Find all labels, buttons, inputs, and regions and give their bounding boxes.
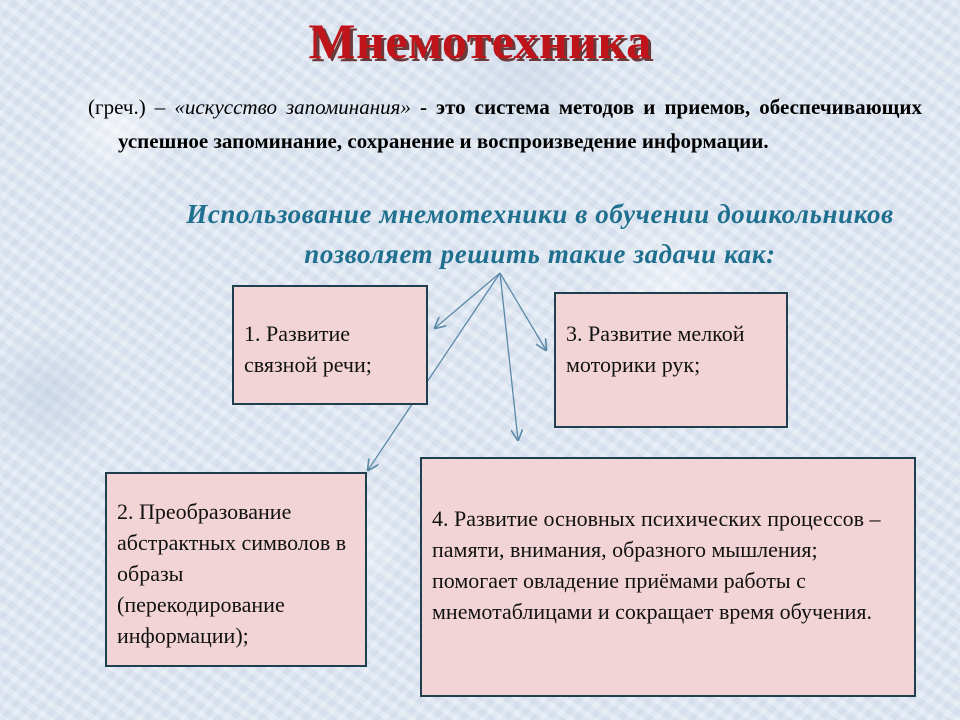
definition-quote: «искусство запоминания»	[174, 95, 411, 119]
task-box-4: 4. Развитие основных психических процессов – памяти, внимания, образного мышления; помогает овладение приёмами работы с мнемотаблицами и сокращает время обучения.	[420, 457, 916, 697]
subheading: Использование мнемотехники в обучении дошкольников позволяет решить такие задачи как:	[186, 199, 894, 269]
task-box-3: 3. Развитие мелкой моторики рук;	[554, 292, 788, 428]
task-box-2: 2. Преобразование абстрактных символов в образы (перекодирование информации);	[105, 472, 367, 667]
arrow-to-task-1	[435, 273, 500, 328]
definition-prefix: (греч.) –	[88, 95, 175, 119]
task-box-1: 1. Развитие связной речи;	[232, 285, 428, 405]
definition-text: - это система методов и приемов, обеспечивающих успешное запоминание, сохранение и воспроизведение информации.	[118, 95, 922, 153]
page-title: Мнемотехника	[308, 13, 652, 69]
